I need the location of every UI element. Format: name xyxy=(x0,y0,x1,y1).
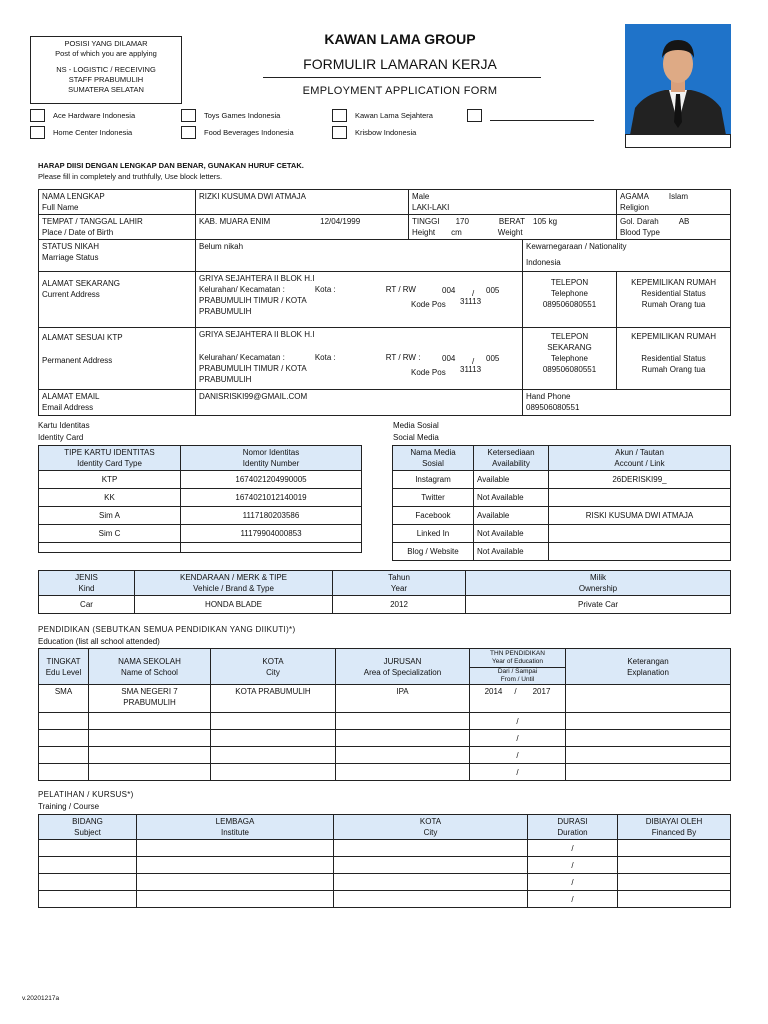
identity-type: KK xyxy=(39,489,181,507)
checkbox-food-beverages[interactable] xyxy=(181,126,196,139)
identity-title-en: Identity Card xyxy=(38,433,84,442)
ktp-address-line-4: PRABUMULIH xyxy=(199,375,252,384)
company-name: KAWAN LAMA GROUP xyxy=(324,31,476,47)
blood-value: AB xyxy=(678,217,690,226)
social-col2: Ketersediaan xyxy=(487,448,535,457)
phone-label-en: Telephone xyxy=(551,289,588,298)
handphone-label: Hand Phone xyxy=(526,392,571,401)
weight-value: 105 kg xyxy=(533,217,558,226)
social-title: Media Sosial xyxy=(393,421,439,430)
phone2-label: TELEPON xyxy=(550,332,589,341)
checkbox-other-company[interactable] xyxy=(467,109,482,122)
religion-label: AGAMA xyxy=(620,192,649,201)
height-label: TINGGI xyxy=(412,217,440,226)
blood-label: Gol. Darah xyxy=(620,217,659,226)
table-row xyxy=(393,543,731,561)
social-account[interactable]: RISKI KUSUMA DWI ATMAJA xyxy=(549,507,731,525)
social-media-name: Blog / Website xyxy=(393,543,474,561)
ktp-kelurahan-label: Kelurahan/ Kecamatan : xyxy=(199,353,285,362)
kelurahan-label: Kelurahan/ Kecamatan : xyxy=(199,285,285,294)
position-value-2: STAFF PRABUMULIH xyxy=(68,75,144,84)
training-duration-slash[interactable]: / xyxy=(528,840,618,857)
social-media-name: Linked In xyxy=(393,525,474,543)
phone-value: 089506080551 xyxy=(542,300,597,309)
birth-label: TEMPAT / TANGGAL LAHIR xyxy=(42,217,143,226)
phone-label: TELEPON xyxy=(550,278,589,287)
ktp-address-label-en: Permanent Address xyxy=(42,356,113,365)
edu-col-year-en: Year of Education xyxy=(491,657,544,665)
handphone-value: 089506080551 xyxy=(526,403,580,412)
table-row xyxy=(39,840,731,857)
ktp-kota-label: Kota : xyxy=(314,353,336,362)
position-box xyxy=(30,36,182,104)
vehicle-col4: Milik xyxy=(590,573,606,582)
name-label: NAMA LENGKAP xyxy=(42,192,105,201)
email-label-en: Email Address xyxy=(42,403,94,412)
table-row xyxy=(39,730,731,747)
birth-field[interactable] xyxy=(196,215,409,240)
vehicle-table xyxy=(38,570,731,614)
table-row xyxy=(39,857,731,874)
address-line-4: PRABUMULIH xyxy=(199,307,252,316)
table-row xyxy=(39,543,362,553)
table-row xyxy=(39,891,731,908)
social-account[interactable] xyxy=(549,489,731,507)
gender-value: Male xyxy=(412,192,430,201)
address-line-3: PRABUMULIH TIMUR / KOTA xyxy=(199,296,307,305)
email-field[interactable]: DANISRISKI99@GMAIL.COM xyxy=(196,390,523,416)
table-row xyxy=(39,764,731,781)
identity-type: Sim C xyxy=(39,525,181,543)
training-col-duration: DURASI xyxy=(557,817,588,826)
ownership2-label: KEPEMILIKAN RUMAH xyxy=(631,332,716,341)
edu-city[interactable]: KOTA PRABUMULIH xyxy=(211,685,336,713)
label-ace-hardware: Ace Hardware Indonesia xyxy=(53,111,136,120)
training-col-institute-en: Institute xyxy=(220,828,249,837)
checkbox-kawan-lama-sejahtera[interactable] xyxy=(332,109,347,122)
vehicle-year[interactable]: 2012 xyxy=(333,596,466,614)
label-toys-games: Toys Games Indonesia xyxy=(204,111,281,120)
edu-year-slash[interactable]: / xyxy=(470,713,566,730)
education-table xyxy=(38,648,731,781)
position-label: POSISI YANG DILAMAR xyxy=(64,39,148,48)
social-account[interactable] xyxy=(549,543,731,561)
marital-label-en: Marriage Status xyxy=(42,253,99,262)
table-row xyxy=(393,507,731,525)
label-home-center: Home Center Indonesia xyxy=(53,128,133,137)
nationality-label: Kewarnegaraan / Nationality xyxy=(526,242,627,251)
identity-number[interactable]: 11179904000853 xyxy=(181,525,362,543)
version-label: v.20201217a xyxy=(22,995,60,1002)
vehicle-col2: KENDARAAN / MERK & TIPE xyxy=(180,573,287,582)
blood-label-en: Blood Type xyxy=(620,228,660,237)
address-line-1: GRIYA SEJAHTERA II BLOK H.I xyxy=(199,274,315,283)
education-title: PENDIDIKAN (SEBUTKAN SEMUA PENDIDIKAN YANG DIIKUTI)*) xyxy=(38,625,296,634)
ktp-kodepos-value: 31113 xyxy=(460,365,482,374)
table-row xyxy=(39,596,731,614)
identity-col1-en: Identity Card Type xyxy=(77,459,142,468)
applicant-photo xyxy=(625,24,731,135)
social-col3: Akun / Tautan xyxy=(615,448,664,457)
vehicle-col1-en: Kind xyxy=(78,584,95,593)
ktp-rtrw-slash: / xyxy=(472,357,475,366)
social-availability[interactable]: Available xyxy=(474,471,549,489)
training-col-subject-en: Subject xyxy=(74,828,101,837)
form-subtitle: EMPLOYMENT APPLICATION FORM xyxy=(302,85,498,97)
height-weight-field[interactable] xyxy=(409,215,617,240)
ownership-value: Rumah Orang tua xyxy=(641,300,706,309)
table-row xyxy=(39,713,731,730)
edu-col-fromto: Dari / Sampai xyxy=(497,667,538,675)
table-row xyxy=(39,525,362,543)
edu-level[interactable]: SMA xyxy=(39,685,89,713)
identity-col2: Nomor Identitas xyxy=(242,448,300,457)
address-label: ALAMAT SEKARANG xyxy=(42,279,120,288)
identity-number[interactable]: 1674021012140019 xyxy=(181,489,362,507)
weight-label: BERAT xyxy=(498,217,525,226)
rtrw-slash: / xyxy=(472,289,475,298)
edu-col-year: THN PENDIDIKAN xyxy=(490,649,545,657)
social-col2-en: Availability xyxy=(492,459,530,468)
identity-col2-en: Identity Number xyxy=(242,459,300,468)
edu-col-level-en: Edu Level xyxy=(45,667,82,677)
checkbox-toys-games[interactable] xyxy=(181,109,196,122)
height-label-en: Height xyxy=(412,228,436,237)
ownership-cell[interactable] xyxy=(617,272,731,328)
table-row xyxy=(39,685,731,713)
identity-type: KTP xyxy=(39,471,181,489)
kota-label: Kota : xyxy=(314,285,336,294)
social-col1-en: Sosial xyxy=(422,459,444,468)
instructions-id: HARAP DIISI DENGAN LENGKAP DAN BENAR, GUNAKAN HURUF CETAK. xyxy=(38,161,304,170)
ktp-address-line-1: GRIYA SEJAHTERA II BLOK H.I xyxy=(199,330,315,339)
training-duration-slash[interactable]: / xyxy=(528,857,618,874)
edu-school-line-2: PRABUMULIH xyxy=(123,698,176,707)
email-label: ALAMAT EMAIL xyxy=(42,392,100,401)
ktp-address-label: ALAMAT SESUAI KTP xyxy=(42,333,123,342)
ownership-label-en: Residential Status xyxy=(641,289,706,298)
training-col-subject: BIDANG xyxy=(72,817,103,826)
edu-years[interactable] xyxy=(470,685,566,713)
weight-label-en: Weight xyxy=(497,228,523,237)
rw-value: 005 xyxy=(486,286,500,295)
training-title: PELATIHAN / KURSUS*) xyxy=(38,790,134,799)
handphone-cell[interactable] xyxy=(523,390,731,416)
personal-data-table xyxy=(38,189,731,416)
social-title-en: Social Media xyxy=(393,433,439,442)
training-col-institute: LEMBAGA xyxy=(215,817,255,826)
marital-label: STATUS NIKAH xyxy=(42,242,100,251)
edu-from: 2014 xyxy=(484,687,503,696)
social-media-name: Instagram xyxy=(393,471,474,489)
height-value: 170 xyxy=(455,217,469,226)
edu-year-slash[interactable]: / xyxy=(470,747,566,764)
birth-place: KAB. MUARA ENIM xyxy=(199,217,271,226)
table-row xyxy=(39,489,362,507)
social-availability[interactable]: Not Available xyxy=(474,525,549,543)
position-value-3: SUMATERA SELATAN xyxy=(68,85,144,94)
checkbox-ace-hardware[interactable] xyxy=(30,109,45,122)
edu-col-explanation: Keterangan xyxy=(627,656,669,666)
instructions-en: Please fill in completely and truthfully, Use block letters. xyxy=(38,172,223,181)
identity-title: Kartu Identitas xyxy=(38,421,90,430)
phone2-value: 089506080551 xyxy=(542,365,597,374)
vehicle-brand[interactable]: HONDA BLADE xyxy=(135,596,333,614)
name-field[interactable]: RIZKI KUSUMA DWI ATMAJA xyxy=(196,190,409,215)
vehicle-col1: JENIS xyxy=(75,573,98,582)
kodepos-label: Kode Pos xyxy=(411,300,446,309)
training-title-en: Training / Course xyxy=(38,802,100,811)
ktp-rt-value: 004 xyxy=(442,354,456,363)
photo-caption-box xyxy=(625,134,731,148)
vehicle-ownership[interactable]: Private Car xyxy=(466,596,731,614)
phone2-label-en: Telephone xyxy=(551,354,588,363)
identity-table xyxy=(38,445,362,553)
edu-col-major: JURUSAN xyxy=(383,656,422,666)
label-food-beverages: Food Beverages Indonesia xyxy=(204,128,294,137)
ktp-rtrw-label: RT / RW : xyxy=(385,353,421,362)
training-col-financed-en: Financed By xyxy=(651,828,697,837)
blood-cell[interactable] xyxy=(617,215,731,240)
kodepos-value: 31113 xyxy=(460,297,482,306)
rt-value: 004 xyxy=(442,286,456,295)
other-company-line[interactable] xyxy=(490,120,594,121)
religion-value: Islam xyxy=(668,192,689,201)
social-col1: Nama Media xyxy=(410,448,456,457)
address-label-en: Current Address xyxy=(42,290,100,299)
ktp-rw-value: 005 xyxy=(486,354,500,363)
edu-year-slash[interactable]: / xyxy=(470,730,566,747)
social-media-name: Twitter xyxy=(393,489,474,507)
vehicle-col2-en: Vehicle / Brand & Type xyxy=(193,584,274,593)
gender-value-id: LAKI-LAKI xyxy=(412,203,450,212)
training-col-city-en: City xyxy=(423,828,438,837)
phone2-label-2: SEKARANG xyxy=(547,343,592,352)
identity-col1: TIPE KARTU IDENTITAS xyxy=(64,448,155,457)
edu-col-city: KOTA xyxy=(262,656,284,666)
gender-field[interactable] xyxy=(409,190,617,215)
ownership2-value: Rumah Orang tua xyxy=(641,365,706,374)
table-row xyxy=(39,507,362,525)
edu-year-slash: / xyxy=(514,687,517,696)
phone2-cell[interactable] xyxy=(523,328,617,390)
marital-field[interactable]: Belum nikah xyxy=(196,240,523,272)
vehicle-kind[interactable]: Car xyxy=(39,596,135,614)
phone-cell[interactable] xyxy=(523,272,617,328)
vehicle-col3-en: Year xyxy=(390,584,408,593)
edu-major[interactable]: IPA xyxy=(336,685,470,713)
current-address-field[interactable] xyxy=(196,272,523,328)
training-col-city: KOTA xyxy=(419,817,442,826)
table-row xyxy=(393,471,731,489)
social-availability[interactable]: Not Available xyxy=(474,489,549,507)
table-row xyxy=(39,747,731,764)
table-row xyxy=(39,874,731,891)
ownership2-cell[interactable] xyxy=(617,328,731,390)
edu-school[interactable] xyxy=(89,685,211,713)
label-kawan-lama-sejahtera: Kawan Lama Sejahtera xyxy=(355,111,433,120)
name-label-en: Full Name xyxy=(42,203,79,212)
ktp-address-line-3: PRABUMULIH TIMUR / KOTA xyxy=(199,364,307,373)
ktp-address-field[interactable] xyxy=(196,328,523,390)
nationality-value: Indonesia xyxy=(526,258,561,267)
religion-cell[interactable] xyxy=(617,190,731,215)
training-duration-slash[interactable]: / xyxy=(528,891,618,908)
nationality-field[interactable] xyxy=(523,240,731,272)
edu-explanation[interactable] xyxy=(566,685,731,713)
edu-col-explanation-en: Explanation xyxy=(627,667,669,677)
edu-col-major-en: Area of Specialization xyxy=(363,667,442,677)
social-availability[interactable]: Available xyxy=(474,507,549,525)
identity-number[interactable]: 1674021204990005 xyxy=(181,471,362,489)
edu-col-fromto-en: From / Until xyxy=(500,675,535,683)
edu-col-level: TINGKAT xyxy=(46,656,81,666)
social-account[interactable] xyxy=(549,525,731,543)
training-col-financed: DIBIAYAI OLEH xyxy=(645,817,703,826)
social-media-name: Facebook xyxy=(393,507,474,525)
ktp-kodepos-label: Kode Pos xyxy=(411,368,446,377)
social-availability[interactable]: Not Available xyxy=(474,543,549,561)
religion-label-en: Religion xyxy=(620,203,649,212)
edu-col-school: NAMA SEKOLAH xyxy=(118,656,181,666)
training-col-duration-en: Duration xyxy=(557,828,588,837)
table-row xyxy=(39,471,362,489)
social-account[interactable]: 26DERISKI99_ xyxy=(549,471,731,489)
checkbox-home-center[interactable] xyxy=(30,126,45,139)
title-underline xyxy=(263,77,541,78)
edu-col-city-en: City xyxy=(266,667,280,677)
ownership-label: KEPEMILIKAN RUMAH xyxy=(631,278,716,287)
vehicle-col4-en: Ownership xyxy=(578,584,618,593)
person-photo-icon xyxy=(625,24,731,135)
ownership2-label-en: Residential Status xyxy=(641,354,706,363)
position-value-1: NS - LOGISTIC / RECEIVING xyxy=(56,65,156,74)
table-row xyxy=(393,489,731,507)
position-label-en: Post of which you are applying xyxy=(55,49,157,58)
edu-school-line-1: SMA NEGERI 7 xyxy=(121,687,178,696)
social-col3-en: Account / Link xyxy=(614,459,665,468)
height-unit: cm xyxy=(451,228,462,237)
form-title: FORMULIR LAMARAN KERJA xyxy=(303,56,497,72)
social-table xyxy=(392,445,731,561)
education-title-en: Education (list all school attended) xyxy=(38,637,160,646)
table-row xyxy=(393,525,731,543)
vehicle-col3: Tahun xyxy=(388,573,410,582)
label-krisbow: Krisbow Indonesia xyxy=(355,128,417,137)
birth-date: 12/04/1999 xyxy=(320,217,361,226)
training-table xyxy=(38,814,731,908)
edu-year-slash[interactable]: / xyxy=(470,764,566,781)
identity-type: Sim A xyxy=(39,507,181,525)
identity-number[interactable]: 1117180203586 xyxy=(181,507,362,525)
edu-to: 2017 xyxy=(532,687,551,696)
edu-col-school-en: Name of School xyxy=(121,667,178,677)
rtrw-label: RT / RW xyxy=(385,285,416,294)
birth-label-en: Place / Date of Birth xyxy=(42,228,114,237)
checkbox-krisbow[interactable] xyxy=(332,126,347,139)
training-duration-slash[interactable]: / xyxy=(528,874,618,891)
